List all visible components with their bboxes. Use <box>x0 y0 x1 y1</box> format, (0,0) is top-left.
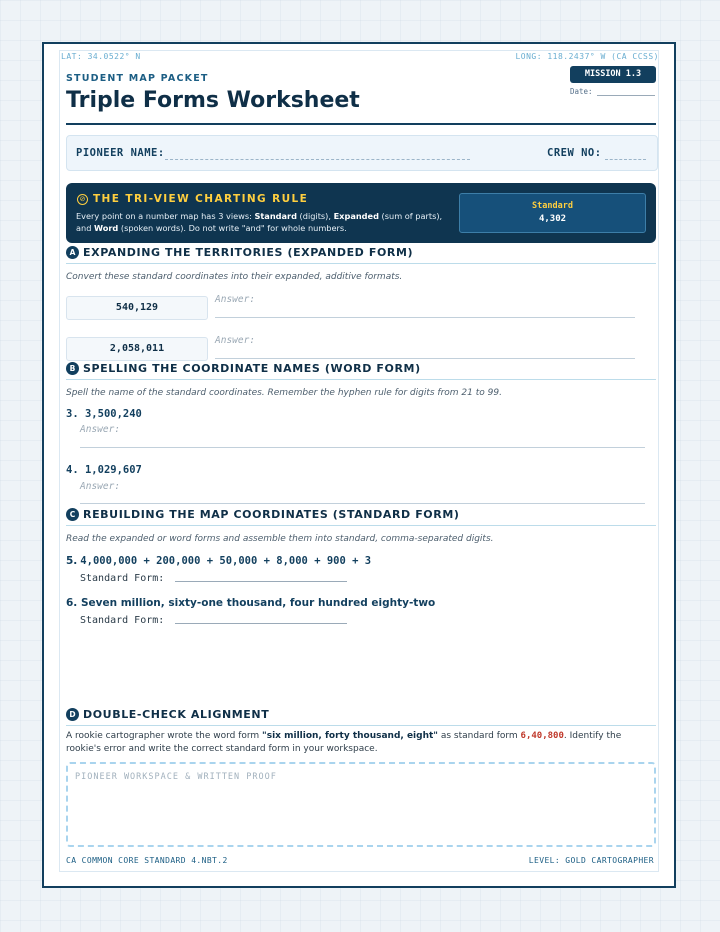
section-c-instruction: Read the expanded or word forms and assemble them into standard, comma-separated digits. <box>66 534 494 544</box>
section-a-heading: EXPANDING THE TERRITORIES (EXPANDED FORM) <box>83 246 414 259</box>
section-b-instruction: Spell the name of the standard coordinates. Remember the hyphen rule for digits from 21 to 99. <box>66 388 502 398</box>
pioneer-name-field[interactable] <box>165 149 470 160</box>
expanded-item-2-answer-line[interactable] <box>215 358 635 359</box>
answer-label: Answer: <box>80 424 121 435</box>
section-a-divider <box>66 263 656 264</box>
standard-form-label: Standard Form: <box>80 573 165 584</box>
word-item-4: 4. 1,029,607 <box>66 464 142 476</box>
packet-label: STUDENT MAP PACKET <box>66 73 209 84</box>
section-b-badge: B <box>66 362 79 375</box>
answer-label: Answer: <box>215 294 256 305</box>
mission-badge: MISSION 1.3 <box>570 66 656 83</box>
pioneer-workspace[interactable] <box>66 762 656 847</box>
word-item-3: 3. 3,500,240 <box>66 408 142 420</box>
date-line <box>597 95 655 96</box>
standard-form-label: Standard Form: <box>80 615 165 626</box>
name-bar <box>66 135 658 171</box>
rule-text: Every point on a number map has 3 views: Standard (digits), Expanded (sum of parts), and Word (spoken words). Do not write "and" for whole numbers. <box>76 211 443 233</box>
section-b-heading: SPELLING THE COORDINATE NAMES (WORD FORM) <box>83 362 421 375</box>
section-c-divider <box>66 525 656 526</box>
longitude-label: LONG: 118.2437° W (CA CCSS) <box>515 52 659 61</box>
answer-label: Answer: <box>80 481 121 492</box>
standard-item-6-answer-line[interactable] <box>175 623 347 624</box>
section-d-badge: D <box>66 708 79 721</box>
crew-no-field[interactable] <box>605 149 646 160</box>
footer-standard: CA COMMON CORE STANDARD 4.NBT.2 <box>66 856 228 865</box>
page-title: Triple Forms Worksheet <box>66 88 360 113</box>
expanded-item-1-value: 540,129 <box>66 296 208 320</box>
section-d-divider <box>66 725 656 726</box>
date-label: Date: <box>570 87 593 96</box>
section-b-divider <box>66 379 656 380</box>
tri-view-rule-box <box>66 183 656 243</box>
standard-item-5: 5. 4,000,000 + 200,000 + 50,000 + 8,000 + 900 + 3 <box>66 555 372 567</box>
word-item-3-answer-line[interactable] <box>80 447 645 448</box>
footer-level: LEVEL: GOLD CARTOGRAPHER <box>528 856 654 865</box>
pioneer-name-label: PIONEER NAME: <box>76 147 165 159</box>
date-field[interactable] <box>570 87 655 96</box>
answer-label: Answer: <box>215 335 256 346</box>
standard-example-card <box>459 193 646 233</box>
example-value: 4,302 <box>538 214 567 224</box>
expanded-item-2-value: 2,058,011 <box>66 337 208 361</box>
section-c-badge: C <box>66 508 79 521</box>
standard-item-5-answer-line[interactable] <box>175 581 347 582</box>
worksheet-sheet <box>42 42 676 888</box>
section-c-heading: REBUILDING THE MAP COORDINATES (STANDARD FORM) <box>83 508 460 521</box>
rule-title: THE TRI-VIEW CHARTING RULE <box>93 193 309 205</box>
crew-no-label: CREW NO: <box>547 147 602 159</box>
header-rule <box>66 123 656 125</box>
compass-icon: ⊘ <box>77 194 88 205</box>
standard-item-6: 6. Seven million, sixty-one thousand, four hundred eighty-two <box>66 597 436 609</box>
example-label: Standard <box>532 201 573 211</box>
expanded-item-1-answer-line[interactable] <box>215 317 635 318</box>
latitude-label: LAT: 34.0522° N <box>61 52 141 61</box>
workspace-label: PIONEER WORKSPACE & WRITTEN PROOF <box>75 772 277 782</box>
section-a-badge: A <box>66 246 79 259</box>
section-d-prompt: A rookie cartographer wrote the word form "six million, forty thousand, eight" as standard form 6,40,800. Identify the rookie's error and write the correct standard form in your workspace. <box>66 731 622 754</box>
section-a-instruction: Convert these standard coordinates into their expanded, additive formats. <box>66 272 403 282</box>
word-item-4-answer-line[interactable] <box>80 503 645 504</box>
section-d-heading: DOUBLE-CHECK ALIGNMENT <box>83 708 270 721</box>
